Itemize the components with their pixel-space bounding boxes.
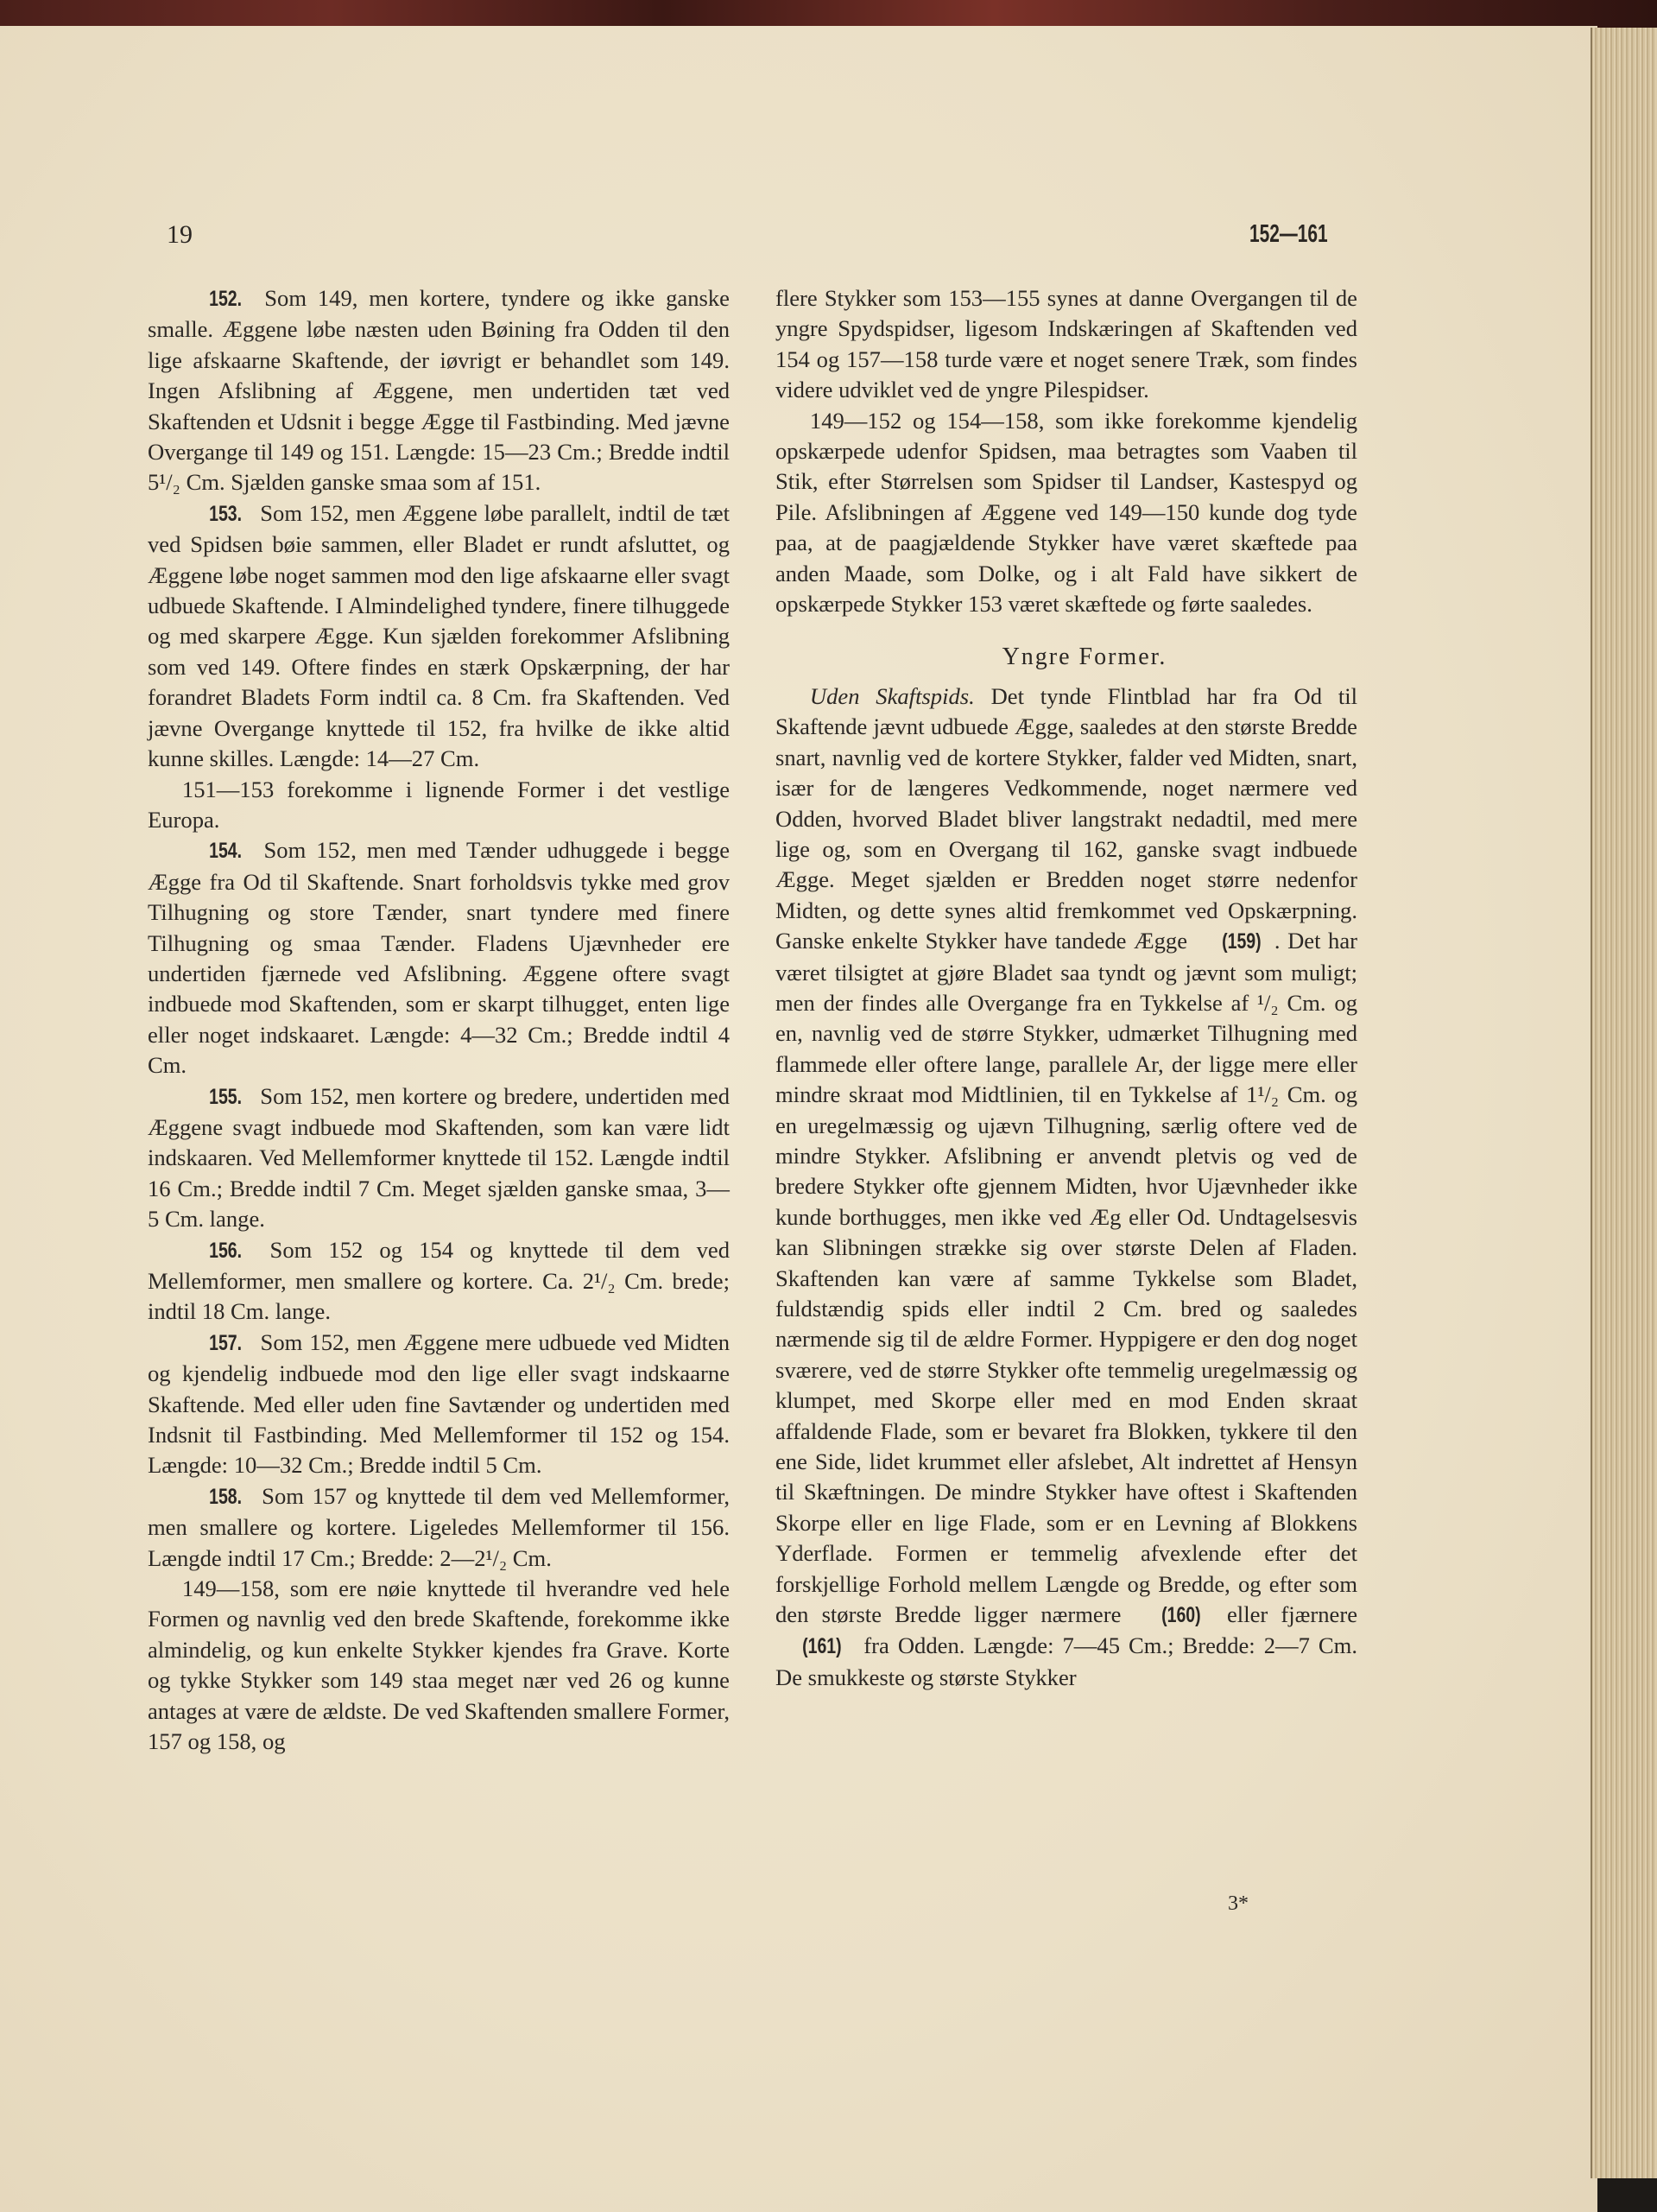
entry-153 <box>148 498 730 775</box>
paragraph-149-152: 149—152 og 154—158, som ikke forekomme kjendelig opskærpede udenfor Spidsen, maa betragtes som Vaaben til Stik, efter Størrelsen som Spidser til Landser, Kastespyd og Pile. Afslibningen af Æggene ved 149—150 kunde dog tyde paa, at de paagjældende Stykker have været skæftede paa anden Maade, som Dolke, og i alt Fald have sikkert de opskærpede Stykker 153 været skæftede og førte saaledes. <box>775 407 1357 618</box>
paragraph-uden-skaftspids <box>775 681 1357 1693</box>
entry-number: 158. <box>209 1484 242 1509</box>
entry-number: 154. <box>209 839 242 864</box>
entry-text: Som 152, men med Tænder udhuggede i begge Ægge fra Od til Skaftende. Snart forholdsvis tykke med grov Tilhugning og store Tænder, snart tyndere med finere Tilhugning og smaa Tænder. Fladens Ujævnheder ere undertiden fjærnede ved Afslibning. Æggene oftere svagt indbuede mod Skaftenden, som er skarpt tilhugget, enten lige eller noget indskaaret. Længde: 4—32 Cm.; Bredde indtil 4 Cm. <box>148 837 730 1079</box>
entry-number: 152. <box>209 287 242 311</box>
paragraph-151-153: 151—153 forekomme i lignende Former i det vestlige Europa. <box>148 776 730 833</box>
body-text: fra Odden. Længde: 7—45 Cm.; Bredde: 2—7 Cm. De smukkeste og største Stykker <box>775 1632 1357 1690</box>
entry-154 <box>148 835 730 1081</box>
page-stack-edge <box>1591 28 1657 2178</box>
signature-mark: 3* <box>1228 1892 1249 1915</box>
right-column <box>775 283 1357 1693</box>
entry-text: Som 152, men kortere og bredere, undertiden med Æggene svagt indbuede mod Skaftenden, som kan være lidt indskaaren. Ved Mellemformer knyttede til 152. Længde indtil 16 Cm.; Bredde indtil 7 Cm. Meget sjælden ganske smaa, 3—5 Cm. lange. <box>148 1082 730 1233</box>
entry-number: 155. <box>209 1084 242 1109</box>
book-cover-edge <box>0 0 1657 29</box>
figure-reference: (161) <box>802 1634 842 1659</box>
left-column <box>148 283 730 1758</box>
body-text: eller fjærnere <box>1213 1601 1358 1628</box>
paragraph-149-158: 149—158, som ere nøie knyttede til hverandre ved hele Formen og navnlig ved den brede Skaftende, forekomme ikke almindelig, og kun enkelte Stykker kjendes fra Grave. Korte og tykke Stykker som 149 staa meget nær ved 26 og kunne antages at være de ældste. De ved Skaftenden smallere Former, 157 og 158, og <box>148 1575 730 1755</box>
continued-paragraph: flere Stykker som 153—155 synes at danne Overgangen til de yngre Spydspidser, ligesom Indskæringen af Skaftenden ved 154 og 157—158 turde være et noget senere Træk, som findes videre udviklet ved de yngre Pilespidser. <box>775 285 1357 403</box>
body-text: . Det har været tilsigtet at gjøre Bladet saa tyndt og jævnt som muligt; men der findes alle Overgange fra en Tykkelse af ¹/₂ Cm. og en, navnlig ved de større Stykker, udmærket Tilhugning med flammede eller oftere lange, parallele Ar, der ligge mere eller mindre skraat mod Midtlinien, til en Tykkelse af 1¹/₂ Cm. og en uregelmæssig og ujævn Tilhugning, særlig oftere ved de mindre Stykker. Afslibning er anvendt pletvis og ved de bredere Stykker ofte gjennem Midten, hvor Ujævnheder ikke kunde borthugges, men ikke ved Æg eller Od. Undtagelsesvis kan Slibningen strække sig over største Delen af Fladen. Skaftenden kan være af samme Tykkelse som Bladet, fuldstændig spids eller indtil 2 Cm. bred og saaledes nærmende sig til de ældre Former. Hyppigere er den dog noget sværere, ved de større Stykker ofte temmelig uregelmæssig og klumpet, med Skorpe eller med en mod Enden skraat affaldende Flade, som er bevaret fra Blokken, tykkere til den ene Side, lidet krummet eller afslebet, Alt indrettet af Hensyn til Skæftningen. De mindre Stykker have oftest i Skaftenden Skorpe eller en lige Flade, som er en Levning af Blokkens Yderflade. Formen er temmelig afvexlende efter det forskjellige Forhold mellem Længde og Bredde, og efter som den største Bredde ligger nærmere <box>775 928 1357 1628</box>
figure-reference: (159) <box>1221 929 1262 954</box>
entry-155 <box>148 1081 730 1235</box>
entry-158 <box>148 1481 730 1574</box>
entry-text: Som 152 og 154 og knyttede til dem ved Mellemformer, men smallere og kortere. Ca. 2¹/₂ Cm. brede; indtil 18 Cm. lange. <box>148 1236 730 1325</box>
figure-reference: (160) <box>1161 1603 1201 1628</box>
body-text: Det tynde Flintblad har fra Od til Skaftende jævnt udbuede Ægge, saaledes at den største Bredde snart, navnlig ved de kortere Stykker, falder ved Midten, snart, især for de længeres Vedkommende, noget nærmere ved Odden, hvorved Bladet bliver langstrakt nedadtil, med mere lige og, som en Overgang til 162, ganske svagt indbuede Ægge. Meget sjælden er Bredden noget større nedenfor Midten, og dette synes altid fremkommet ved Opskærpning. Ganske enkelte Stykker have tandede Ægge <box>775 682 1357 954</box>
entry-text: Som 149, men kortere, tyndere og ikke ganske smalle. Æggene løbe næsten uden Bøining fra Odden til den lige afskaarne Skaftende, der iøvrigt er behandlet som 149. Ingen Afslibning af Æggene, men undertiden tæt ved Skaftenden et Udsnit i begge Ægge til Fastbinding. Med jævne Overgange til 149 og 151. Længde: 15—23 Cm.; Bredde indtil 5¹/₂ Cm. Sjælden ganske smaa som af 151. <box>148 285 730 496</box>
entry-number: 157. <box>209 1330 242 1355</box>
entry-text: Som 152, men Æggene løbe parallelt, indtil de tæt ved Spidsen bøie sammen, eller Bladet er rundt afsluttet, og Æggene løbe noget sammen mod den lige afskaarne eller svagt udbuede Skaftende. I Almindelighed tyndere, finere tilhuggede og med skarpere Ægge. Kun sjælden forekommer Afslibning som ved 149. Oftere findes en stærk Opskærpning, der har forandret Bladets Form indtil ca. 8 Cm. fra Skaftenden. Ved jævne Overgange knyttede til 152, fra hvilke de ikke altid kunne skilles. Længde: 14—27 Cm. <box>148 499 730 772</box>
entry-text: Som 157 og knyttede til dem ved Mellemformer, men smallere og kortere. Ligeledes Mellemformer til 156. Længde indtil 17 Cm.; Bredde: 2—2¹/₂ Cm. <box>148 1482 730 1571</box>
section-range: 152—161 <box>1249 220 1328 248</box>
entry-number: 156. <box>209 1238 242 1263</box>
section-heading: Yngre Former. <box>1002 643 1167 671</box>
entry-157 <box>148 1328 730 1481</box>
entry-text: Som 152, men Æggene mere udbuede ved Midten og kjendelig indbuede mod den lige eller svagt indskaarne Skaftende. Med eller uden fine Savtænder og undertiden med Indsnit til Fastbinding. Med Mellemformer til 152 og 154. Længde: 10—32 Cm.; Bredde indtil 5 Cm. <box>148 1328 730 1479</box>
entry-number: 153. <box>209 501 242 526</box>
subsection-label: Uden Skaftspids. <box>809 682 975 709</box>
entry-156 <box>148 1235 730 1328</box>
entry-152 <box>148 283 730 498</box>
page-number: 19 <box>167 220 193 249</box>
